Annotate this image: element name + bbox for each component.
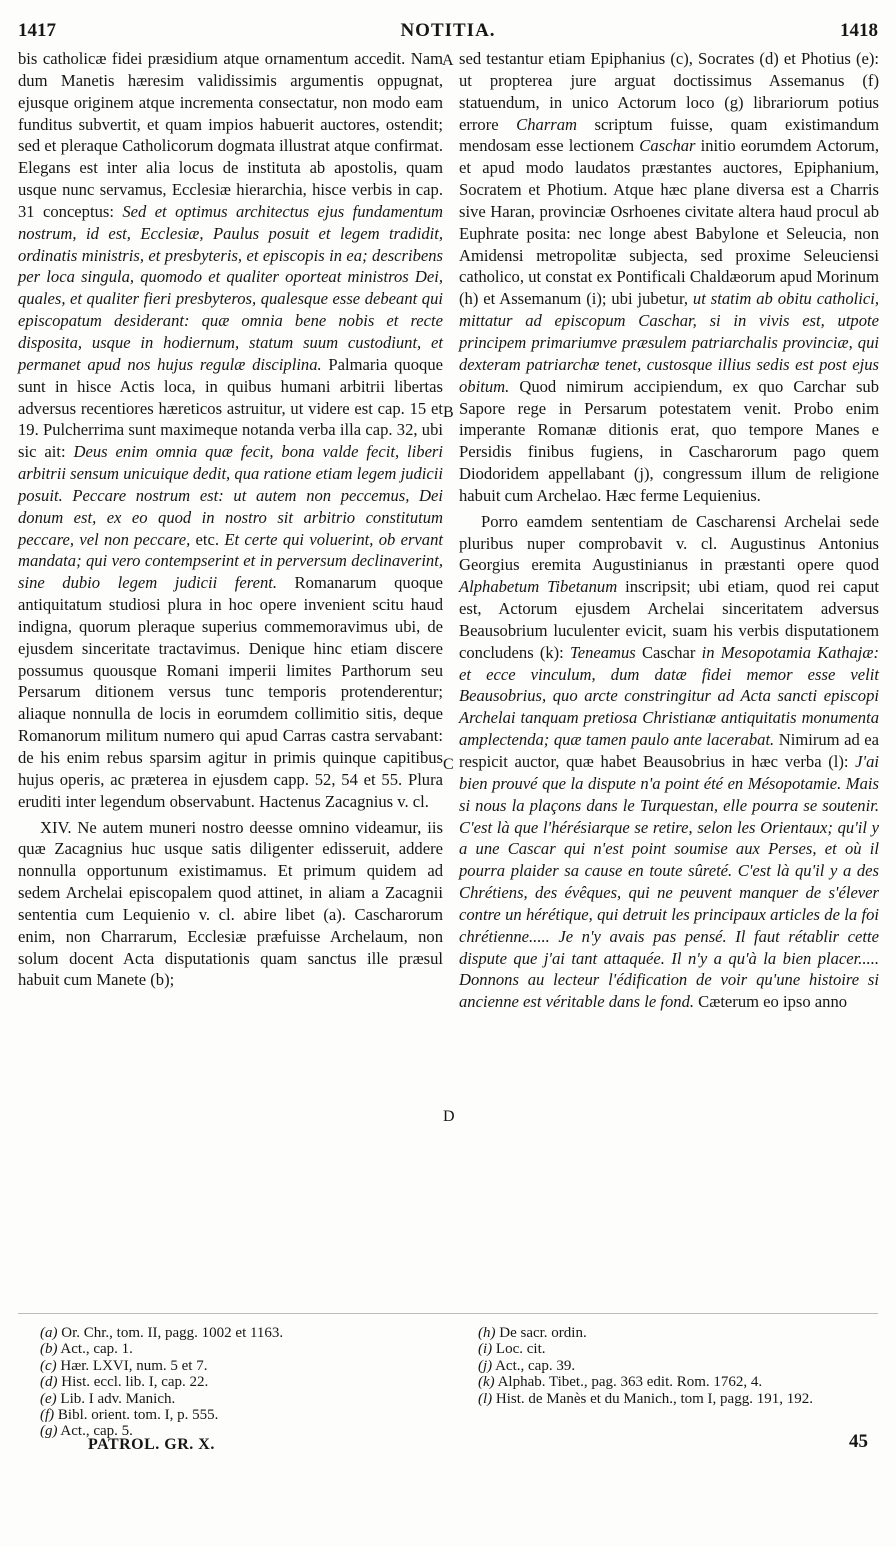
footnote-text: Hist. de Manès et du Manich., tom I, pagg. 191, 192. <box>492 1390 813 1407</box>
footnote-label: (f) <box>40 1407 55 1424</box>
italic-text-run: Caschar <box>639 136 696 156</box>
text-run: scriptum fuisse, quam existimandum mendosam esse lectionem <box>459 114 879 156</box>
footnote-label: (c) <box>40 1357 57 1374</box>
paragraph <box>18 817 443 992</box>
text-run: Nimirum ad ea respicit auctor, quæ habet Beausobrius in hæc verba (l): <box>459 730 879 771</box>
footnote-text: Act., cap. 5. <box>57 1423 133 1440</box>
footnote-text: Act., cap. 39. <box>492 1357 576 1374</box>
footnote-label: (a) <box>40 1325 58 1341</box>
footnote-label: (l) <box>478 1390 493 1407</box>
text-run: sed testantur etiam Epiphanius (c), Socrates (d) et Photius (e): ut propterea jure arguat doctissimus Assemanus (f) statuendum, in unico Actorum loco (g) librariorum potius errore <box>459 49 879 134</box>
signature-mark: PATROL. GR. X. <box>88 1436 215 1453</box>
footnote <box>478 1325 878 1341</box>
text-run: Caschar <box>635 642 702 662</box>
footnote-text: Or. Chr., tom. II, pagg. 1002 et 1163. <box>57 1325 284 1341</box>
footnote <box>40 1407 440 1423</box>
paragraph <box>459 48 879 507</box>
margin-letter-a: A <box>442 52 454 69</box>
footnote-label: (j) <box>478 1357 493 1374</box>
footnote-text: De sacr. ordin. <box>495 1325 587 1341</box>
footnote-label: (d) <box>40 1374 58 1391</box>
text-run: initio eorumdem Actorum, et apud modo laudatos præstantes auctores, Epiphanium, Socratem et Photium. Atque hæc plane diversa est a Charris sive Haran, provinciæ Osrhoenes civitate altera haud procul ab Euphrate posita: nec longe abest Babylone et Seleucia, non Amidensi metropolitæ subjecta, sed proxime Seleuciensi catholico, ut constat ex Pontificali Chaldæorum apud Morinum (h) et Assemanum (i); ubi jubetur, <box>459 136 879 309</box>
margin-letter-c: C <box>443 756 454 773</box>
italic-text-run: ut statim ab obitu catholici, mittatur ad episcopum Caschar, si in vivis est, utpote principem primariumve præsulem patriarchalis provinciæ, qui dexteram patriarchæ tenet, custosque illius sedis est post ejus obitum. <box>459 289 879 396</box>
right-text-column <box>459 48 879 1013</box>
footnote-label: (k) <box>478 1374 495 1391</box>
italic-text-run: Sed et optimus architectus ejus fundamentum nostrum, id est, Ecclesiæ, Paulus posuit et legem tradidit, ordinatis ministris, et presbyteris, et episcopis in ea; describens per loca singula, quomodo et qualiter oporteat ministros Dei, quales, et qualiter fieri presbyteros, qualesque esse debeant qui episcopatum desiderant: quæ omnia bene nobis et recte disposita, usque in hodiernum, statum suum custodiunt, et permanet apud nos hujus regulæ disciplina. <box>18 201 443 374</box>
footnote-label: (h) <box>478 1325 496 1341</box>
text-run: inscripsit; ubi etiam, quod rei caput est, Actorum ejusdem Archelai sinceritatem adversus Beausobrium luculenter evicit, suam his verbis disputationem concludens (k): <box>459 577 879 662</box>
footnotes-left <box>40 1325 440 1440</box>
footnote <box>40 1358 440 1374</box>
text-run: Cæterum eo ipso anno <box>694 992 848 1012</box>
italic-text-run: Alphabetum Tibetanum <box>459 577 618 597</box>
sheet-number: 45 <box>849 1431 868 1452</box>
footnote <box>40 1391 440 1407</box>
footnote <box>40 1325 440 1341</box>
paragraph <box>459 511 879 1013</box>
italic-text-run: Charram <box>516 114 578 134</box>
running-header <box>18 20 878 46</box>
footnote-label: (i) <box>478 1341 493 1358</box>
footnote <box>478 1341 878 1357</box>
footnote <box>478 1391 878 1407</box>
left-page-number: 1417 <box>18 20 56 41</box>
margin-letter-d: D <box>443 1108 455 1125</box>
text-run: Romanarum quoque antiquitatum studiosi plura in hoc opere invenient scitu haud indigna, quorum pleraque superius commemoravimus ubi, de ejusdem sinceritate tractavimus. Denique hinc etiam discere possumus quousque Romani imperii limites Parthorum seu Persarum ditionem versus tunc temporis protenderentur; aliaque nonnulla de locis in eorumdem collimitio sitis, deque Romanorum militum numero qui apud Carras castra servabant: de his enim rebus sparsim agitur in primis quinque capitibus hujus operis, ac præterea in ejusdem capp. 52, 54 et 55. Plura eruditi inter legendum observabunt. Hactenus Zacagnius v. cl. <box>18 573 443 811</box>
italic-text-run: in Mesopotamia Kathajæ: et ecce vinculum, dum datæ fidei memor esse velit Beausobrius, quo arcte constringitur ad Acta sancti episcopi Archelai tanquam pretiosa Christianæ antiquitatis monumenta amplectenda; quæ tamen paulo ante lacerabat. <box>459 642 880 750</box>
text-run: bis catholicæ fidei præsidium atque ornamentum accedit. Nam dum Manetis hæresim validissimis argumentis oppugnat, ejusque originem atque incrementa consectatur, non modo eam funditus subvertit, et quam impios habuerit auctores, ostendit; sed et pleraque Catholicorum dogmata illustrat atque confirmat. Elegans est inter alia locus de instituta ab apostolis, quam usque nunc servamus, Ecclesiæ hierarchia, hisce verbis in cap. 31 conceptus: <box>18 49 443 221</box>
running-title: NOTITIA. <box>400 20 496 41</box>
footnote-text: Loc. cit. <box>492 1341 546 1358</box>
text-run: etc. <box>190 529 225 549</box>
footnote-text: Lib. I adv. Manich. <box>56 1390 176 1407</box>
footnote-label: (g) <box>40 1423 58 1440</box>
footnote-separator <box>18 1313 878 1314</box>
text-run: XIV. Ne autem muneri nostro deesse omnino videamur, iis quæ Zacagnius huc usque satis diligenter edisseruit, addere nonnulla opportunum existimamus. Et primum quidem ad sedem Archelai episcopalem quod attinet, in aliam a Zacagnii sententia cum Lequienio v. cl. abire libet (a). Cascharorum enim, non Charrarum, Ecclesiæ præfuisse Archelaum, non solum docent Acta disputationis quam sanctus ille præsul habuit cum Manete (b); <box>18 817 443 990</box>
text-run: Porro eamdem sententiam de Cascharensi Archelai sede pluribus nuper comprobavit v. cl. Augustinus Antonius Georgius eremita Augustinianus in præstanti opere quod <box>459 511 879 575</box>
margin-letter-b: B <box>443 404 454 421</box>
footnote-text: Bibl. orient. tom. I, p. 555. <box>54 1407 219 1424</box>
right-page-number: 1418 <box>840 20 878 41</box>
footnote-label: (e) <box>40 1390 57 1407</box>
footnote <box>40 1374 440 1390</box>
italic-text-run: Et certe qui voluerint, ob ervant mandata; qui vero contempserint et in perversum declinaverint, sine dubio legem judicii ferent. <box>18 529 443 593</box>
paragraph <box>18 48 443 813</box>
text-run: Quod nimirum accipiendum, ex quo Carchar sub Sapore rege in Persarum potestatem venit. Probo enim imperante Romanæ ditionis erat, quo tempore Manes e Persidis finibus fugiens, in Cascharorum pago quem Diodoridem appellabant (j), congressum illum de religione habuit cum Archelao. Hæc ferme Lequienius. <box>459 376 879 505</box>
footnote-text: Hær. LXVI, num. 5 et 7. <box>56 1357 208 1374</box>
footnote-text: Hist. eccl. lib. I, cap. 22. <box>57 1374 209 1391</box>
footnote-text: Alphab. Tibet., pag. 363 edit. Rom. 1762, 4. <box>494 1374 763 1391</box>
footnote-text: Act., cap. 1. <box>57 1341 133 1358</box>
footnotes-right <box>478 1325 878 1407</box>
italic-text-run: J'ai bien prouvé que la dispute n'a point été en Mésopotamie. Mais si nous la plaçons dans le Turquestan, elle pourra se soutenir. C'est là que l'hérésiarque se retire, selon les Orientaux; qu'il y a une Cascar qui n'est point soumise aux Perses, et où il pourra plaider sa cause en toute sûreté. C'est là qu'il y a des Chrétiens, des évêques, qui ne peuvent manquer de s'élever contre un hérétique, qui detruit les principaux articles de la foi chrétienne..... Je n'y avais pas pensé. Il faut rétablir cette dispute que j'ai tant attaquée. Il n'y a qu'à la bien placer..... Donnons au lecteur l'édification de voir qu'une histoire si ancienne est véritable dans le fond. <box>459 752 879 1012</box>
footnote <box>478 1374 878 1390</box>
footnote <box>40 1341 440 1357</box>
italic-text-run: Deus enim omnia quæ fecit, bona valde fecit, liberi arbitrii sensum unicuique dedit, qua ratione etiam legem judicii posuit. Peccare nostrum est: ut autem non peccemus, Dei donum est, ex eo quod in nostro sit arbitrio constitutum peccare, vel non peccare, <box>18 442 443 549</box>
italic-text-run: Teneamus <box>570 642 636 662</box>
footnote-label: (b) <box>40 1341 58 1358</box>
footnote <box>478 1358 878 1374</box>
left-text-column <box>18 48 443 991</box>
text-run: Palmaria quoque sunt in hisce Actis loca, in quibus humani arbitrii libertas adversus recentiores hæreticos astruitur, ut videre est cap. 15 et 19. Pulcherrima sunt maximeque notanda verba illa cap. 32, ubi sic ait: <box>18 354 443 462</box>
